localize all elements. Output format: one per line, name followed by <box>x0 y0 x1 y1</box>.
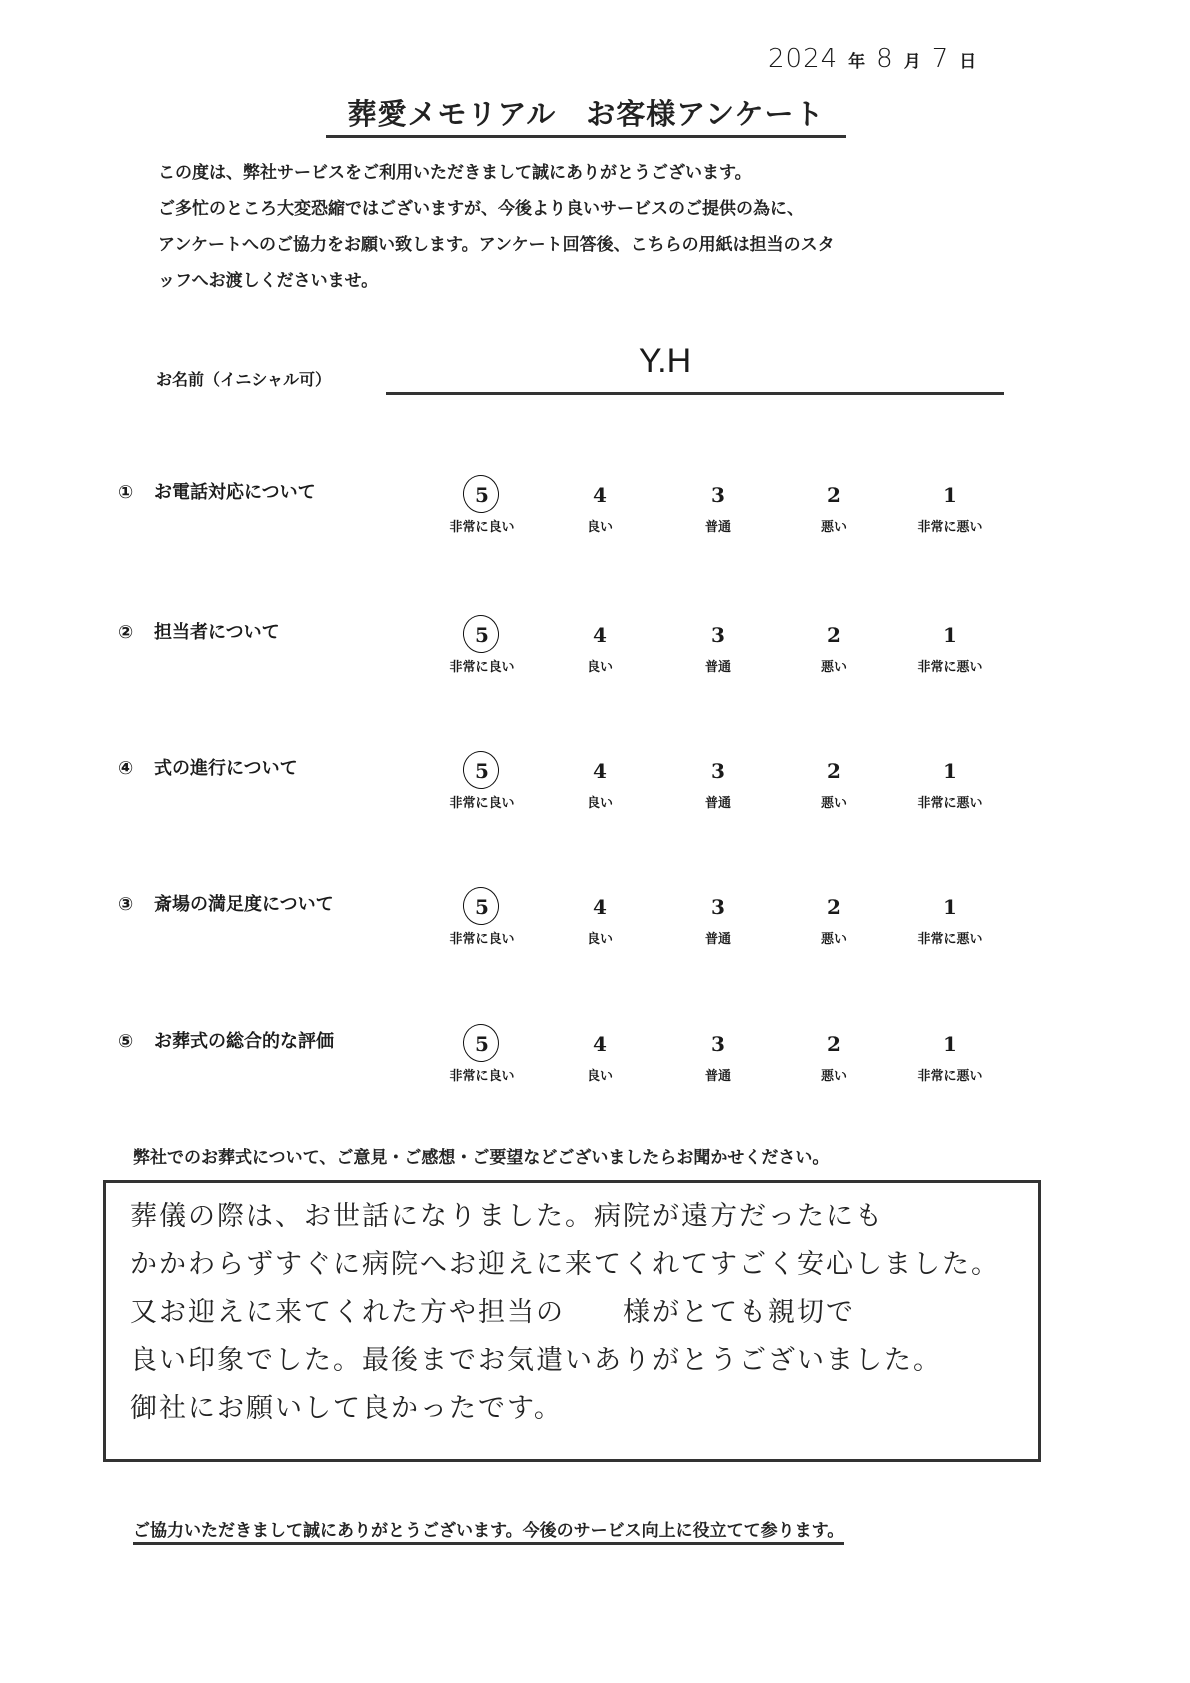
intro-line: アンケートへのご協力をお願い致します。アンケート回答後、こちらの用紙は担当のスタ <box>158 235 835 255</box>
comment-heading: 弊社でのお葬式について、ご意見・ご感想・ご要望などございましたらお聞かせください。 <box>133 1148 830 1168</box>
question-label <box>118 618 280 644</box>
rating-option[interactable] <box>784 754 884 811</box>
comment-line: 又お迎えに来てくれた方や担当の 様がとても親切で <box>130 1297 855 1328</box>
rating-label: 非常に良い <box>449 520 515 535</box>
comment-line: 葬儀の際は、お世話になりました。病院が遠方だったにも <box>130 1201 884 1232</box>
rating-value: 2 <box>827 483 841 507</box>
page-title: 葬愛メモリアル お客様アンケート <box>326 92 846 138</box>
rating-label: 良い <box>586 1069 613 1084</box>
rating-value: 4 <box>593 623 607 647</box>
rating-option[interactable] <box>668 1027 768 1084</box>
rating-value: 3 <box>711 759 725 783</box>
rating-value: 1 <box>943 1032 957 1056</box>
rating-value: 2 <box>827 895 841 919</box>
question-text: 式の進行について <box>154 758 298 779</box>
year-label: 年 <box>848 52 867 72</box>
comment-line: 良い印象でした。最後までお気遣いありがとうございました。 <box>130 1345 942 1376</box>
rating-value-circled: 5 <box>467 754 497 788</box>
rating-label: 悪い <box>820 796 847 811</box>
name-label: お名前（イニシャル可） <box>156 370 332 389</box>
rating-option[interactable] <box>784 478 884 535</box>
rating-label: 悪い <box>820 932 847 947</box>
rating-option[interactable] <box>432 618 532 675</box>
rating-option[interactable] <box>550 1027 650 1084</box>
rating-value-circled: 5 <box>467 618 497 652</box>
question-text: 担当者について <box>154 622 280 643</box>
rating-option[interactable] <box>432 478 532 535</box>
question-row <box>0 618 1190 718</box>
rating-value: 3 <box>711 1032 725 1056</box>
rating-value: 4 <box>593 483 607 507</box>
rating-value: 1 <box>943 759 957 783</box>
name-field[interactable]: Y.H <box>638 342 692 380</box>
rating-option[interactable] <box>668 754 768 811</box>
rating-value: 3 <box>711 623 725 647</box>
rating-label: 良い <box>586 660 613 675</box>
rating-value-circled: 5 <box>467 478 497 512</box>
rating-option[interactable] <box>900 478 1000 535</box>
question-text: お電話対応について <box>154 482 316 503</box>
rating-label: 悪い <box>820 520 847 535</box>
intro-text <box>158 155 1058 299</box>
question-text: お葬式の総合的な評価 <box>154 1031 334 1052</box>
rating-option[interactable] <box>900 618 1000 675</box>
rating-label: 非常に悪い <box>917 932 983 947</box>
intro-line: ご多忙のところ大変恐縮ではございますが、今後より良いサービスのご提供の為に、 <box>158 199 804 219</box>
rating-value: 2 <box>827 759 841 783</box>
rating-value: 3 <box>711 895 725 919</box>
question-row <box>0 1027 1190 1127</box>
rating-option[interactable] <box>432 754 532 811</box>
question-label <box>118 1027 334 1053</box>
rating-value: 1 <box>943 483 957 507</box>
rating-value: 3 <box>711 483 725 507</box>
question-number: ④ <box>118 758 134 779</box>
date-year: 2024 <box>768 44 839 74</box>
rating-label: 良い <box>586 520 613 535</box>
rating-option[interactable] <box>668 890 768 947</box>
rating-label: 普通 <box>704 520 731 535</box>
question-text: 斎場の満足度について <box>154 894 334 915</box>
rating-value-circled: 5 <box>467 1027 497 1061</box>
question-row <box>0 890 1190 990</box>
question-number: ③ <box>118 894 134 915</box>
date-month: 8 <box>876 44 894 74</box>
rating-label: 普通 <box>704 660 731 675</box>
rating-option[interactable] <box>550 754 650 811</box>
rating-value: 4 <box>593 1032 607 1056</box>
rating-option[interactable] <box>668 478 768 535</box>
rating-label: 普通 <box>704 1069 731 1084</box>
name-underline <box>386 392 1004 395</box>
rating-label: 非常に悪い <box>917 520 983 535</box>
question-row <box>0 478 1190 578</box>
rating-option[interactable] <box>784 890 884 947</box>
question-label <box>118 478 316 504</box>
intro-line: ッフへお渡しくださいませ。 <box>158 271 379 291</box>
rating-option[interactable] <box>550 890 650 947</box>
rating-label: 非常に良い <box>449 796 515 811</box>
intro-line: この度は、弊社サービスをご利用いただきまして誠にありがとうございます。 <box>158 163 752 183</box>
question-number: ① <box>118 482 134 503</box>
rating-value: 4 <box>593 895 607 919</box>
rating-label: 非常に良い <box>449 932 515 947</box>
rating-value: 4 <box>593 759 607 783</box>
question-number: ⑤ <box>118 1031 134 1052</box>
rating-label: 非常に悪い <box>917 796 983 811</box>
question-number: ② <box>118 622 134 643</box>
rating-option[interactable] <box>784 618 884 675</box>
footer-thanks: ご協力いただきまして誠にありがとうございます。今後のサービス向上に役立てて参ります。 <box>133 1516 844 1545</box>
rating-option[interactable] <box>550 478 650 535</box>
rating-label: 悪い <box>820 660 847 675</box>
rating-label: 非常に良い <box>449 1069 515 1084</box>
rating-value: 2 <box>827 1032 841 1056</box>
rating-value: 2 <box>827 623 841 647</box>
rating-label: 良い <box>586 796 613 811</box>
rating-label: 非常に悪い <box>917 1069 983 1084</box>
rating-option[interactable] <box>432 1027 532 1084</box>
date-day: 7 <box>931 44 950 74</box>
rating-option[interactable] <box>432 890 532 947</box>
rating-value: 1 <box>943 895 957 919</box>
rating-label: 良い <box>586 932 613 947</box>
rating-value: 1 <box>943 623 957 647</box>
rating-option[interactable] <box>550 618 650 675</box>
comment-line: 御社にお願いして良かったです。 <box>130 1393 563 1424</box>
comment-line: かかわらずすぐに病院へお迎えに来てくれてすごく安心しました。 <box>130 1249 1000 1280</box>
question-row <box>0 754 1190 854</box>
comment-box[interactable] <box>103 1180 1041 1462</box>
question-label <box>118 890 334 916</box>
rating-label: 普通 <box>704 796 731 811</box>
month-label: 月 <box>903 52 922 72</box>
rating-option[interactable] <box>900 754 1000 811</box>
question-label <box>118 754 298 780</box>
day-label: 日 <box>959 52 978 72</box>
survey-date <box>768 44 987 74</box>
rating-option[interactable] <box>900 1027 1000 1084</box>
rating-option[interactable] <box>668 618 768 675</box>
rating-label: 悪い <box>820 1069 847 1084</box>
rating-label: 普通 <box>704 932 731 947</box>
rating-label: 非常に良い <box>449 660 515 675</box>
rating-option[interactable] <box>900 890 1000 947</box>
rating-option[interactable] <box>784 1027 884 1084</box>
rating-value-circled: 5 <box>467 890 497 924</box>
rating-label: 非常に悪い <box>917 660 983 675</box>
